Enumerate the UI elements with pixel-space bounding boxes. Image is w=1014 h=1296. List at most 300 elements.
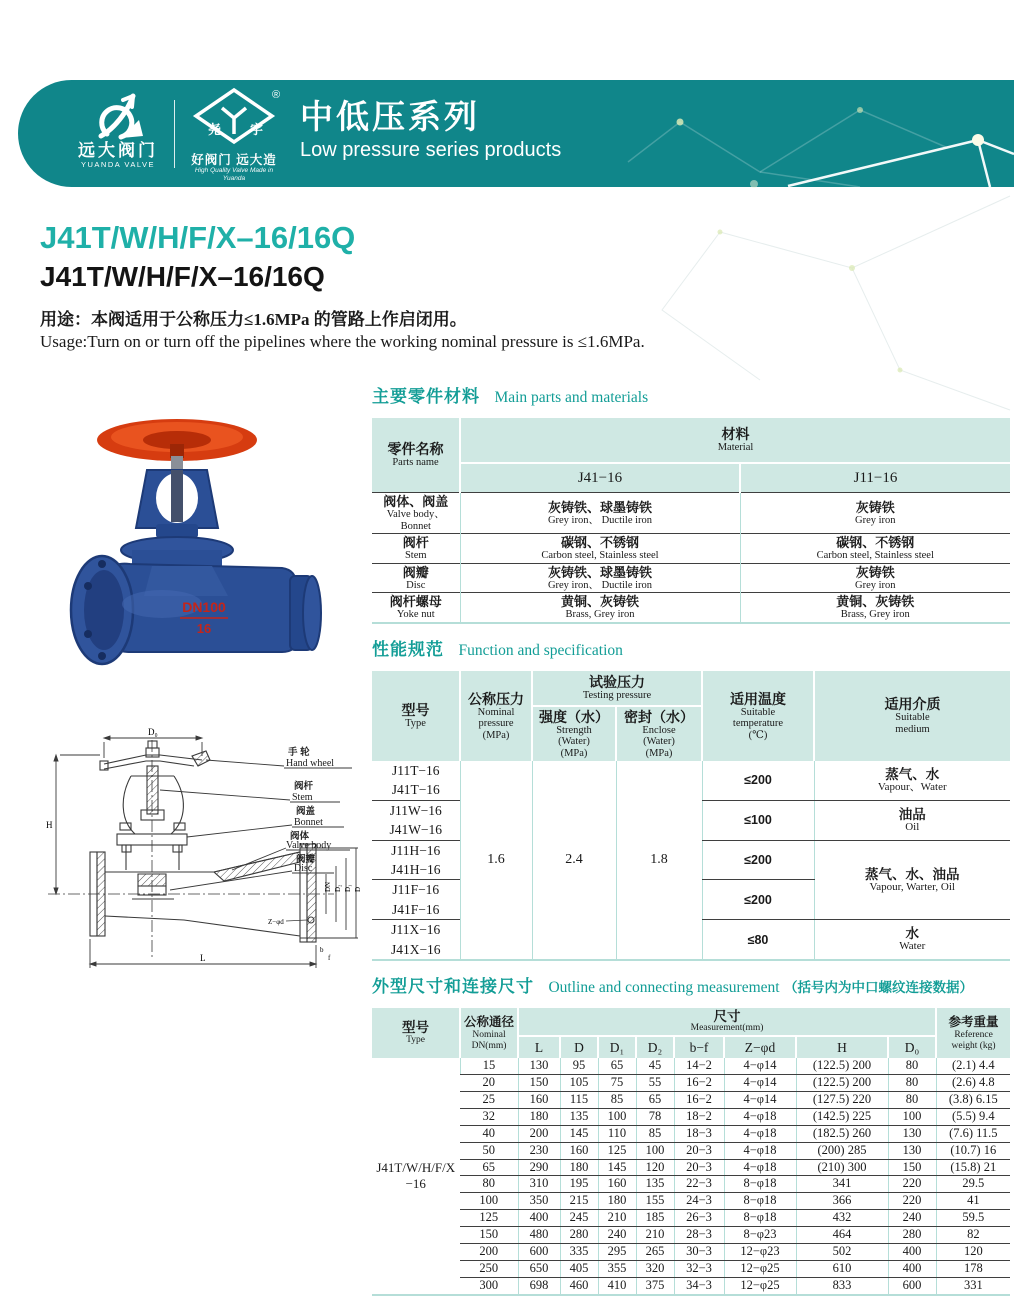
- dims-cell: 145: [598, 1159, 636, 1176]
- dims-cell: 650: [518, 1260, 560, 1277]
- spec-table: [372, 669, 1010, 962]
- dims-cell: 833: [796, 1277, 888, 1294]
- dims-cell: 4−φ14: [724, 1074, 796, 1091]
- dims-cell: 125: [598, 1142, 636, 1159]
- materials-material-cell: [460, 593, 740, 623]
- dims-cell: 265: [636, 1244, 674, 1261]
- dims-cell: 29.5: [936, 1176, 1010, 1193]
- dim-d0: D₀: [148, 727, 158, 737]
- cell-text-cn: 油品: [898, 806, 926, 822]
- dims-cell: 85: [598, 1091, 636, 1108]
- cell-text-en: Carbon steel, Stainless steel: [541, 550, 659, 561]
- dim-h: H: [46, 820, 53, 830]
- dims-cell: 180: [518, 1108, 560, 1125]
- dims-cell: (10.7) 16: [936, 1142, 1010, 1159]
- svg-text:阀盖: 阀盖: [296, 806, 316, 817]
- dims-cell: 20−3: [674, 1142, 724, 1159]
- dims-cell: 12−φ25: [724, 1260, 796, 1277]
- cell-text-en: Brass, Grey iron: [565, 609, 635, 620]
- svg-text:Disc: Disc: [294, 863, 313, 874]
- dims-dn-cell: 20: [460, 1074, 518, 1091]
- dims-cell: (142.5) 225: [796, 1108, 888, 1125]
- svg-text:Valve body: Valve body: [286, 840, 332, 851]
- dims-type-header: 型号 Type: [372, 1007, 460, 1058]
- dims-cell: 75: [598, 1074, 636, 1091]
- dims-type-cell: [372, 1058, 460, 1295]
- dim-b: b: [320, 946, 324, 954]
- dims-section-title: 外型尺寸和连接尺寸 Outline and connecting measurement （括号内为中口螺纹连接数据）: [372, 977, 974, 997]
- dims-cell: 135: [636, 1176, 674, 1193]
- dims-cell: 160: [598, 1176, 636, 1193]
- cell-text-cn: 阀瓣: [402, 564, 429, 580]
- materials-material-cell: [740, 534, 1010, 564]
- dims-cell: 4−φ18: [724, 1108, 796, 1125]
- spec-testing-header: 试验压力 Testing pressure: [532, 670, 702, 706]
- dims-col-header: D₂: [636, 1036, 674, 1058]
- materials-material-cell: [460, 534, 740, 564]
- dims-cell: 95: [560, 1058, 598, 1074]
- dims-cell: 59.5: [936, 1210, 1010, 1227]
- cell-text-cn: 蒸气、水: [885, 767, 940, 783]
- dims-cell: 65: [598, 1058, 636, 1074]
- cell-text-cn: 阀杆: [402, 535, 429, 550]
- dims-cell: 14−2: [674, 1058, 724, 1074]
- dims-dn-header: 公称通径 Nominal DN(mm): [460, 1007, 518, 1058]
- svg-text:手 轮: 手 轮: [288, 747, 310, 758]
- trademark-block: [184, 86, 284, 183]
- dims-dn-cell: 300: [460, 1277, 518, 1294]
- materials-part-cell: [372, 563, 460, 593]
- spec-temp-header: 适用温度 Suitable temperature (℃): [702, 670, 814, 762]
- dims-cell: 310: [518, 1176, 560, 1193]
- spec-medium-cell: [814, 840, 1010, 920]
- cell-text-cn: 阀体、阀盖: [383, 494, 449, 509]
- dims-type-line: J41T/W/H/F/X: [376, 1159, 456, 1175]
- cell-text-en: Grey iron、 Ductile iron: [547, 514, 653, 526]
- materials-part-cell: [372, 593, 460, 623]
- svg-text:字: 字: [250, 122, 264, 137]
- table-row: [372, 1176, 1010, 1193]
- yao-diamond-icon: [184, 86, 284, 148]
- cell-text-en: Yoke nut: [396, 609, 435, 620]
- dims-cell: 155: [636, 1193, 674, 1210]
- dims-cell: 85: [636, 1125, 674, 1142]
- cell-text-cn: 蒸气、水、油品: [865, 866, 960, 882]
- dims-cell: 45: [636, 1058, 674, 1074]
- dims-col-header: H: [796, 1036, 888, 1058]
- dims-cell: 160: [560, 1142, 598, 1159]
- table-row: [372, 1244, 1010, 1261]
- spec-type-cell: J41F−16: [372, 900, 460, 920]
- dims-cell: 24−3: [674, 1193, 724, 1210]
- dims-cell: (122.5) 200: [796, 1058, 888, 1074]
- cell-text-en: Brass, Grey iron: [840, 609, 910, 620]
- cell-text-cn: 阀杆螺母: [389, 594, 442, 609]
- dims-cell: 135: [560, 1108, 598, 1125]
- materials-model-header: J11−16: [740, 463, 1010, 493]
- dims-cell: 320: [636, 1260, 674, 1277]
- cell-text-en: Grey iron、 Ductile iron: [547, 579, 653, 591]
- dims-dn-cell: 100: [460, 1193, 518, 1210]
- spec-type-cell: J11X−16: [391, 922, 441, 938]
- dims-cell: (127.5) 220: [796, 1091, 888, 1108]
- table-row: [372, 493, 1010, 534]
- spec-section-title: 性能规范 Function and specification: [372, 639, 623, 659]
- dims-cell: 230: [518, 1142, 560, 1159]
- dims-cell: 220: [888, 1193, 936, 1210]
- table-row: [372, 1058, 1010, 1074]
- brand-name-cn: 远大阀门: [78, 141, 158, 160]
- dims-cell: 480: [518, 1227, 560, 1244]
- dims-cell: 600: [518, 1244, 560, 1261]
- dims-col-header: D: [560, 1036, 598, 1058]
- dims-cell: 8−φ23: [724, 1227, 796, 1244]
- dims-cell: 130: [518, 1058, 560, 1074]
- materials-model-header: J41−16: [460, 463, 740, 493]
- dims-cell: 245: [560, 1210, 598, 1227]
- dims-cell: 355: [598, 1260, 636, 1277]
- dims-col-header: L: [518, 1036, 560, 1058]
- materials-material-cell: [740, 593, 1010, 623]
- dims-cell: 12−φ23: [724, 1244, 796, 1261]
- dims-cell: 100: [598, 1108, 636, 1125]
- cell-text-cn: 灰铸铁、球墨铸铁: [547, 564, 652, 580]
- spec-medium-cell: [814, 800, 1010, 840]
- dims-dn-cell: 15: [460, 1058, 518, 1074]
- dims-cell: 115: [560, 1091, 598, 1108]
- series-title-en: Low pressure series products: [300, 139, 562, 161]
- dims-cell: 200: [518, 1125, 560, 1142]
- dims-cell: 18−3: [674, 1125, 724, 1142]
- cell-text-en: Stem: [404, 550, 427, 561]
- dims-cell: (3.8) 6.15: [936, 1091, 1010, 1108]
- content-column: [372, 386, 1010, 1296]
- spec-strength-cell: 2.4: [532, 761, 616, 960]
- dim-zd: Z−φd: [268, 918, 284, 926]
- dims-cell: 331: [936, 1277, 1010, 1294]
- table-row: [372, 534, 1010, 564]
- dims-cell: 178: [936, 1260, 1010, 1277]
- svg-text:阀体: 阀体: [290, 831, 310, 842]
- svg-text:Bonnet: Bonnet: [294, 817, 323, 828]
- dims-cell: 240: [888, 1210, 936, 1227]
- series-title-cn: 中低压系列: [300, 98, 480, 135]
- dims-cell: (5.5) 9.4: [936, 1108, 1010, 1125]
- cell-text-cn: 碳钢、不锈钢: [560, 535, 639, 550]
- dims-cell: 220: [888, 1176, 936, 1193]
- dims-table: [372, 1006, 1010, 1296]
- dims-cell: 464: [796, 1227, 888, 1244]
- dims-dn-cell: 50: [460, 1142, 518, 1159]
- dims-type-line: −16: [405, 1175, 426, 1191]
- dims-cell: 375: [636, 1277, 674, 1294]
- model-title-plain: J41T/W/H/F/X–16/16Q: [40, 261, 325, 292]
- dims-cell: 100: [636, 1142, 674, 1159]
- table-row: [372, 1210, 1010, 1227]
- spec-temp-cell: ≤200: [702, 880, 814, 920]
- dims-cell: 41: [936, 1193, 1010, 1210]
- dims-cell: 160: [518, 1091, 560, 1108]
- svg-text:Stem: Stem: [292, 792, 313, 803]
- dims-cell: 295: [598, 1244, 636, 1261]
- dims-cell: 80: [888, 1074, 936, 1091]
- cell-text-en: Valve body、Bonnet: [386, 509, 445, 532]
- dims-size-header: 尺寸 Measurement(mm): [518, 1007, 936, 1036]
- cell-text-cn: 黄铜、灰铸铁: [560, 594, 639, 609]
- cell-text-en: Oil: [905, 820, 920, 833]
- materials-table: [372, 416, 1010, 624]
- materials-part-cell: [372, 493, 460, 534]
- spec-type-cell: J11W−16: [389, 802, 442, 818]
- dims-cell: 4−φ14: [724, 1058, 796, 1074]
- spec-nominal-cell: 1.6: [460, 761, 532, 960]
- dims-cell: 130: [888, 1142, 936, 1159]
- dims-cell: 8−φ18: [724, 1193, 796, 1210]
- materials-material-cell: [740, 493, 1010, 534]
- svg-text:阀杆: 阀杆: [294, 781, 314, 792]
- cell-text-en: Grey iron: [854, 514, 896, 526]
- valve-drawing: [34, 724, 376, 982]
- spec-temp-cell: ≤200: [702, 840, 814, 880]
- spec-type-header: 型号 Type: [372, 670, 460, 762]
- cell-text-en: Grey iron: [854, 579, 896, 591]
- dims-cell: 460: [560, 1277, 598, 1294]
- dims-cell: 28−3: [674, 1227, 724, 1244]
- cell-text-cn: 碳钢、不锈钢: [836, 535, 915, 550]
- dims-cell: 22−3: [674, 1176, 724, 1193]
- model-title-accent: J41T/W/H/F/X–16/16Q: [40, 220, 356, 255]
- dims-cell: 120: [936, 1244, 1010, 1261]
- materials-part-header: 零件名称 Parts name: [372, 417, 460, 493]
- dim-d: D: [354, 886, 362, 892]
- table-row: [372, 1074, 1010, 1091]
- dims-cell: 8−φ18: [724, 1210, 796, 1227]
- registered-mark: ®: [272, 89, 281, 101]
- materials-part-cell: [372, 534, 460, 564]
- dims-cell: 34−3: [674, 1277, 724, 1294]
- dims-dn-cell: 150: [460, 1227, 518, 1244]
- dims-cell: 400: [888, 1260, 936, 1277]
- dims-dn-cell: 250: [460, 1260, 518, 1277]
- cell-text-cn: 水: [905, 926, 919, 942]
- dims-cell: 4−φ18: [724, 1125, 796, 1142]
- dims-cell: 4−φ14: [724, 1091, 796, 1108]
- dims-cell: (2.6) 4.8: [936, 1074, 1010, 1091]
- company-logo: [70, 90, 166, 170]
- dims-dn-cell: 125: [460, 1210, 518, 1227]
- dims-cell: 105: [560, 1074, 598, 1091]
- brand-name-en: YUANDA VALVE: [81, 160, 155, 169]
- table-row: [372, 1227, 1010, 1244]
- dims-col-header: D₁: [598, 1036, 636, 1058]
- spec-temp-cell: ≤200: [702, 761, 814, 800]
- dims-cell: 405: [560, 1260, 598, 1277]
- dims-cell: 600: [888, 1277, 936, 1294]
- spec-type-cell: J41X−16: [372, 940, 460, 960]
- spec-medium-header: 适用介质 Suitable medium: [814, 670, 1010, 762]
- dims-cell: 290: [518, 1159, 560, 1176]
- dims-cell: 698: [518, 1277, 560, 1294]
- dims-cell: 400: [888, 1244, 936, 1261]
- dims-cell: 335: [560, 1244, 598, 1261]
- dims-dn-cell: 32: [460, 1108, 518, 1125]
- table-row: [372, 563, 1010, 593]
- dims-cell: 80: [888, 1058, 936, 1074]
- spec-nominal-header: 公称压力 Nominal pressure (MPa): [460, 670, 532, 762]
- valve-photo: [52, 400, 357, 682]
- dims-col-header: D₀: [888, 1036, 936, 1058]
- dims-cell: 16−2: [674, 1091, 724, 1108]
- dims-cell: 150: [888, 1159, 936, 1176]
- materials-section-title: 主要零件材料 Main parts and materials: [372, 387, 649, 406]
- slogan-cn: 好阀门 远大造: [191, 153, 277, 167]
- dims-cell: 215: [560, 1193, 598, 1210]
- dims-cell: 366: [796, 1193, 888, 1210]
- dims-cell: 180: [560, 1159, 598, 1176]
- dims-cell: 32−3: [674, 1260, 724, 1277]
- cell-text-en: Vapour, Warter, Oil: [869, 880, 955, 893]
- cell-text-en: Carbon steel, Stainless steel: [816, 550, 934, 561]
- dims-dn-cell: 80: [460, 1176, 518, 1193]
- materials-material-cell: [460, 493, 740, 534]
- dims-cell: (210) 300: [796, 1159, 888, 1176]
- dims-dn-cell: 25: [460, 1091, 518, 1108]
- dims-cell: 65: [636, 1091, 674, 1108]
- dims-cell: (182.5) 260: [796, 1125, 888, 1142]
- dim-dn: DN: [324, 881, 332, 892]
- table-row: [372, 1260, 1010, 1277]
- valve-marking-pn: 16: [196, 621, 212, 636]
- header-band: [18, 80, 1014, 187]
- table-row: [372, 1159, 1010, 1176]
- dims-cell: 78: [636, 1108, 674, 1125]
- cell-text-en: Disc: [406, 579, 426, 591]
- cell-text-cn: 灰铸铁: [855, 499, 895, 515]
- table-row: [372, 1125, 1010, 1142]
- dims-cell: 8−φ18: [724, 1176, 796, 1193]
- spec-type-cell: J11F−16: [392, 882, 440, 898]
- dims-cell: 4−φ18: [724, 1142, 796, 1159]
- dims-cell: 610: [796, 1260, 888, 1277]
- dims-cell: 195: [560, 1176, 598, 1193]
- dims-cell: 280: [560, 1227, 598, 1244]
- spec-medium-cell: [814, 920, 1010, 960]
- dims-cell: 30−3: [674, 1244, 724, 1261]
- spec-type-cell: J11H−16: [391, 842, 441, 858]
- dims-cell: 110: [598, 1125, 636, 1142]
- dim-f: f: [328, 954, 331, 962]
- table-row: [372, 1193, 1010, 1210]
- table-row: [372, 1091, 1010, 1108]
- valve-marking-dn: DN100: [182, 599, 226, 615]
- dims-cell: 502: [796, 1244, 888, 1261]
- dims-cell: 26−3: [674, 1210, 724, 1227]
- spec-strength-header: 强度（水） Strength (Water) (MPa): [532, 706, 616, 762]
- cell-text-cn: 灰铸铁: [855, 564, 895, 580]
- cell-text-cn: 黄铜、灰铸铁: [836, 594, 915, 609]
- dims-col-header: Z−φd: [724, 1036, 796, 1058]
- dims-dn-cell: 65: [460, 1159, 518, 1176]
- table-row: [372, 593, 1010, 623]
- dims-cell: 145: [560, 1125, 598, 1142]
- spec-medium-cell: [814, 761, 1010, 800]
- dims-cell: 341: [796, 1176, 888, 1193]
- dims-cell: 350: [518, 1193, 560, 1210]
- dims-cell: 130: [888, 1125, 936, 1142]
- svg-text:尧: 尧: [208, 122, 222, 137]
- materials-material-header: 材料 Material: [460, 417, 1010, 463]
- dim-d1: D₁: [344, 884, 352, 892]
- table-row: [372, 1108, 1010, 1125]
- dims-cell: (200) 285: [796, 1142, 888, 1159]
- cell-text-cn: 灰铸铁、球墨铸铁: [547, 499, 652, 515]
- svg-text:Hand wheel: Hand wheel: [286, 758, 335, 769]
- spec-type-cell: J11T−16: [391, 763, 440, 778]
- dims-dn-cell: 40: [460, 1125, 518, 1142]
- usage-text-cn: 用途：本阀适用于公称压力≤1.6MPa 的管路上作启闭用。: [40, 310, 467, 329]
- dims-cell: (122.5) 200: [796, 1074, 888, 1091]
- logo-divider: [174, 100, 175, 168]
- dims-cell: 20−3: [674, 1159, 724, 1176]
- dims-cell: 280: [888, 1227, 936, 1244]
- svg-text:阀瓣: 阀瓣: [296, 854, 316, 865]
- spec-temp-cell: ≤80: [702, 920, 814, 960]
- dims-cell: 55: [636, 1074, 674, 1091]
- yuanda-logo-icon: [87, 90, 149, 142]
- spec-type-cell: J41T−16: [372, 780, 460, 800]
- dims-dn-cell: 200: [460, 1244, 518, 1261]
- dims-cell: (2.1) 4.4: [936, 1058, 1010, 1074]
- spec-type-cell: J41H−16: [372, 860, 460, 880]
- dims-cell: 150: [518, 1074, 560, 1091]
- dims-cell: 210: [636, 1227, 674, 1244]
- dims-cell: 180: [598, 1193, 636, 1210]
- spec-enclose-header: 密封（水） Enclose (Water) (MPa): [616, 706, 702, 762]
- spec-type-cell: J41W−16: [372, 820, 460, 840]
- spec-enclose-cell: 1.8: [616, 761, 702, 960]
- materials-material-cell: [460, 563, 740, 593]
- dims-cell: 80: [888, 1091, 936, 1108]
- dims-cell: 240: [598, 1227, 636, 1244]
- table-row: [372, 1277, 1010, 1294]
- cell-text-en: Vapour、Water: [877, 781, 947, 794]
- dims-cell: 120: [636, 1159, 674, 1176]
- dims-cell: 210: [598, 1210, 636, 1227]
- spec-temp-cell: ≤100: [702, 800, 814, 840]
- materials-material-cell: [740, 563, 1010, 593]
- dims-cell: 432: [796, 1210, 888, 1227]
- dim-d2: D₂: [334, 884, 342, 892]
- dims-cell: (15.8) 21: [936, 1159, 1010, 1176]
- dims-cell: 185: [636, 1210, 674, 1227]
- dims-cell: 4−φ18: [724, 1159, 796, 1176]
- dims-weight-header: 参考重量 Reference weight (kg): [936, 1007, 1010, 1058]
- dims-cell: 100: [888, 1108, 936, 1125]
- dims-cell: 400: [518, 1210, 560, 1227]
- usage-text-en: Usage:Turn on or turn off the pipelines where the working nominal pressure is ≤1.6MPa.: [40, 332, 645, 351]
- cell-text-en: Water: [899, 940, 926, 953]
- dims-cell: 410: [598, 1277, 636, 1294]
- slogan-script: High Quality Valve Made in Yuanda: [194, 167, 274, 182]
- dims-cell: (7.6) 11.5: [936, 1125, 1010, 1142]
- dims-cell: 12−φ25: [724, 1277, 796, 1294]
- dims-cell: 82: [936, 1227, 1010, 1244]
- dim-l: L: [200, 953, 206, 963]
- table-row: [372, 761, 1010, 780]
- dims-cell: 16−2: [674, 1074, 724, 1091]
- table-row: [372, 1142, 1010, 1159]
- dims-col-header: b−f: [674, 1036, 724, 1058]
